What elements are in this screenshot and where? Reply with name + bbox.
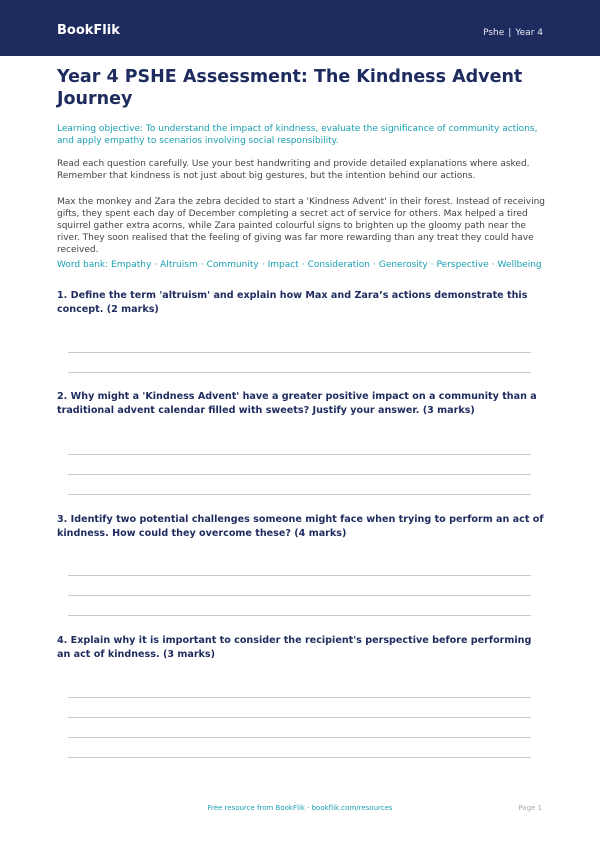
answer-line[interactable]	[68, 615, 531, 616]
story-text: Max the monkey and Zara the zebra decided to start a 'Kindness Advent' in their forest. Instead of receiving gifts, they spent each day of December completing a secret act of service for others. Max helped a tired squirrel gather extra acorns, while Zara painted colourful signs to brighten up the gloomy path near the river. They soon realised that the feeling of giving was far more rewarding than any treat they could have received.	[57, 197, 546, 255]
word-bank-word: Generosity	[378, 260, 428, 270]
word-bank-label: Word bank:	[57, 260, 109, 270]
answer-line[interactable]	[68, 595, 531, 596]
question-3: 3. Identify two potential challenges someone might face when trying to perform an act of kindness. How could they overcome these? (4 marks)	[57, 514, 544, 539]
page-header	[0, 0, 600, 56]
header-meta	[483, 27, 543, 39]
meta-separator: |	[508, 28, 512, 38]
page-number: Page 1	[518, 804, 542, 812]
answer-line[interactable]	[68, 575, 531, 576]
word-bank-word: Perspective	[436, 260, 489, 270]
brand-logo: BookFlik	[57, 23, 120, 38]
question-1: 1. Define the term 'altruism' and explain how Max and Zara’s actions demonstrate this concept. (2 marks)	[57, 290, 528, 315]
word-bank-word: Empathy	[111, 260, 152, 270]
word-bank-word: Community	[206, 260, 259, 270]
answer-line[interactable]	[68, 372, 531, 373]
answer-line[interactable]	[68, 474, 531, 475]
answer-line[interactable]	[68, 352, 531, 353]
page-title: Year 4 PSHE Assessment: The Kindness Advent Journey	[57, 67, 523, 109]
subject-label: Pshe	[483, 28, 505, 38]
year-label: Year 4	[515, 28, 543, 38]
answer-line[interactable]	[68, 494, 531, 495]
answer-line[interactable]	[68, 454, 531, 455]
footer-resource-link[interactable]: Free resource from BookFlik · bookflik.com/resources	[207, 804, 393, 812]
word-bank-word: Impact	[267, 260, 299, 270]
word-bank-word: Altruism	[160, 260, 198, 270]
word-bank: Word bank: Empathy · Altruism · Community · Impact · Consideration · Generosity · Perspective · Wellbeing	[57, 260, 542, 270]
learning-objective: Learning objective: To understand the impact of kindness, evaluate the significance of community actions, and apply empathy to scenarios involving social responsibility.	[57, 124, 538, 146]
question-4: 4. Explain why it is important to consider the recipient's perspective before performing an act of kindness. (3 marks)	[57, 635, 532, 660]
word-bank-word: Consideration	[307, 260, 370, 270]
answer-line[interactable]	[68, 737, 531, 738]
answer-line[interactable]	[68, 697, 531, 698]
instructions-text: Read each question carefully. Use your best handwriting and provide detailed explanations where asked. Remember that kindness is not just about big gestures, but the intention behind our actions.	[57, 159, 530, 181]
answer-line[interactable]	[68, 757, 531, 758]
question-2: 2. Why might a 'Kindness Advent' have a greater positive impact on a community than a traditional advent calendar filled with sweets? Justify your answer. (3 marks)	[57, 391, 537, 416]
word-bank-word: Wellbeing	[497, 260, 542, 270]
answer-line[interactable]	[68, 717, 531, 718]
